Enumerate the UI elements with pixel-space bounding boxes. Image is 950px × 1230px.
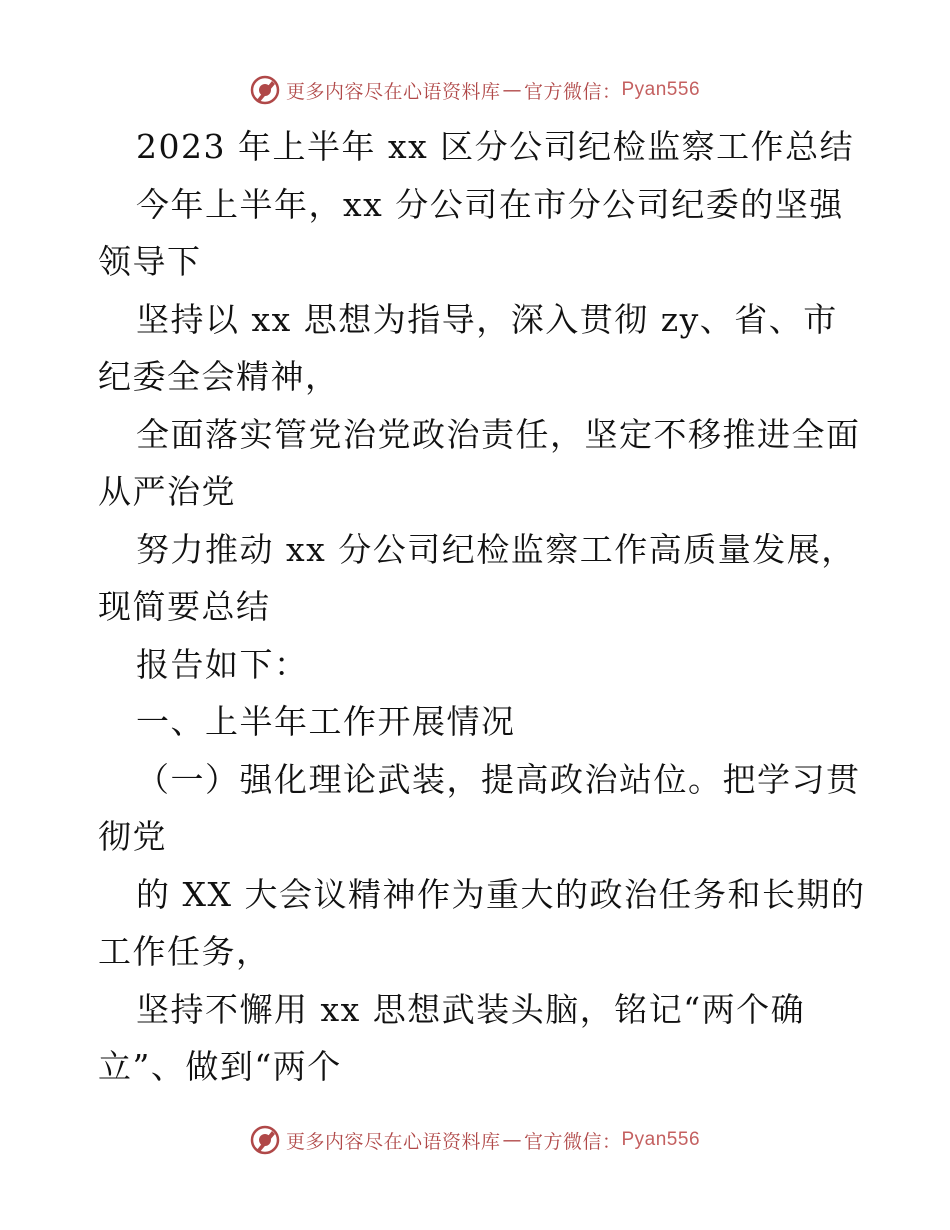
watermark-text: 更多内容尽在心语资料库 xyxy=(285,80,501,103)
footer-watermark xyxy=(0,1120,950,1160)
quill-seal-logo-icon xyxy=(250,1125,280,1155)
document-line: 坚持不懈用 xx 思想武装头脑，铭记“两个确 xyxy=(136,989,806,1029)
document-line: 现简要总结 xyxy=(98,587,271,626)
watermark-separator: — xyxy=(502,79,522,101)
watermark-wechat-label: 官方微信： xyxy=(523,80,622,103)
document-line: 彻党 xyxy=(98,817,167,856)
document-line: 工作任务， xyxy=(98,932,271,971)
document-line: 报告如下： xyxy=(136,644,309,684)
document-line: 2023 年上半年 xx 区分公司纪检监察工作总结 xyxy=(136,127,855,166)
document-line: 全面落实管党治党政治责任，坚定不移推进全面 xyxy=(136,414,861,454)
document-line: 纪委全会精神， xyxy=(98,357,340,396)
watermark-wechat-label: 官方微信： xyxy=(523,1130,622,1153)
document-line: 今年上半年，xx 分公司在市分公司纪委的坚强 xyxy=(136,184,844,224)
quill-seal-logo-icon xyxy=(250,75,280,105)
header-watermark xyxy=(0,70,950,110)
document-line: 一、上半年工作开展情况 xyxy=(136,702,516,741)
document-line: 的 XX 大会议精神作为重大的政治任务和长期的 xyxy=(136,874,866,914)
document-line: 努力推动 xx 分公司纪检监察工作高质量发展， xyxy=(136,529,856,569)
document-line: （一）强化理论武装，提高政治站位。把学习贯 xyxy=(136,759,861,799)
watermark-wechat-id: Pyan556 xyxy=(621,1129,701,1150)
document-line: 坚持以 xx 思想为指导，深入贯彻 zy、省、市 xyxy=(136,299,838,339)
watermark-text: 更多内容尽在心语资料库 xyxy=(285,1130,501,1153)
document-line: 领导下 xyxy=(98,242,202,281)
document-line: 从严治党 xyxy=(98,472,236,511)
watermark-wechat-id: Pyan556 xyxy=(621,79,701,100)
watermark-separator: — xyxy=(502,1129,522,1151)
document-line: 立”、做到“两个 xyxy=(98,1047,342,1086)
document-body xyxy=(98,118,866,1096)
